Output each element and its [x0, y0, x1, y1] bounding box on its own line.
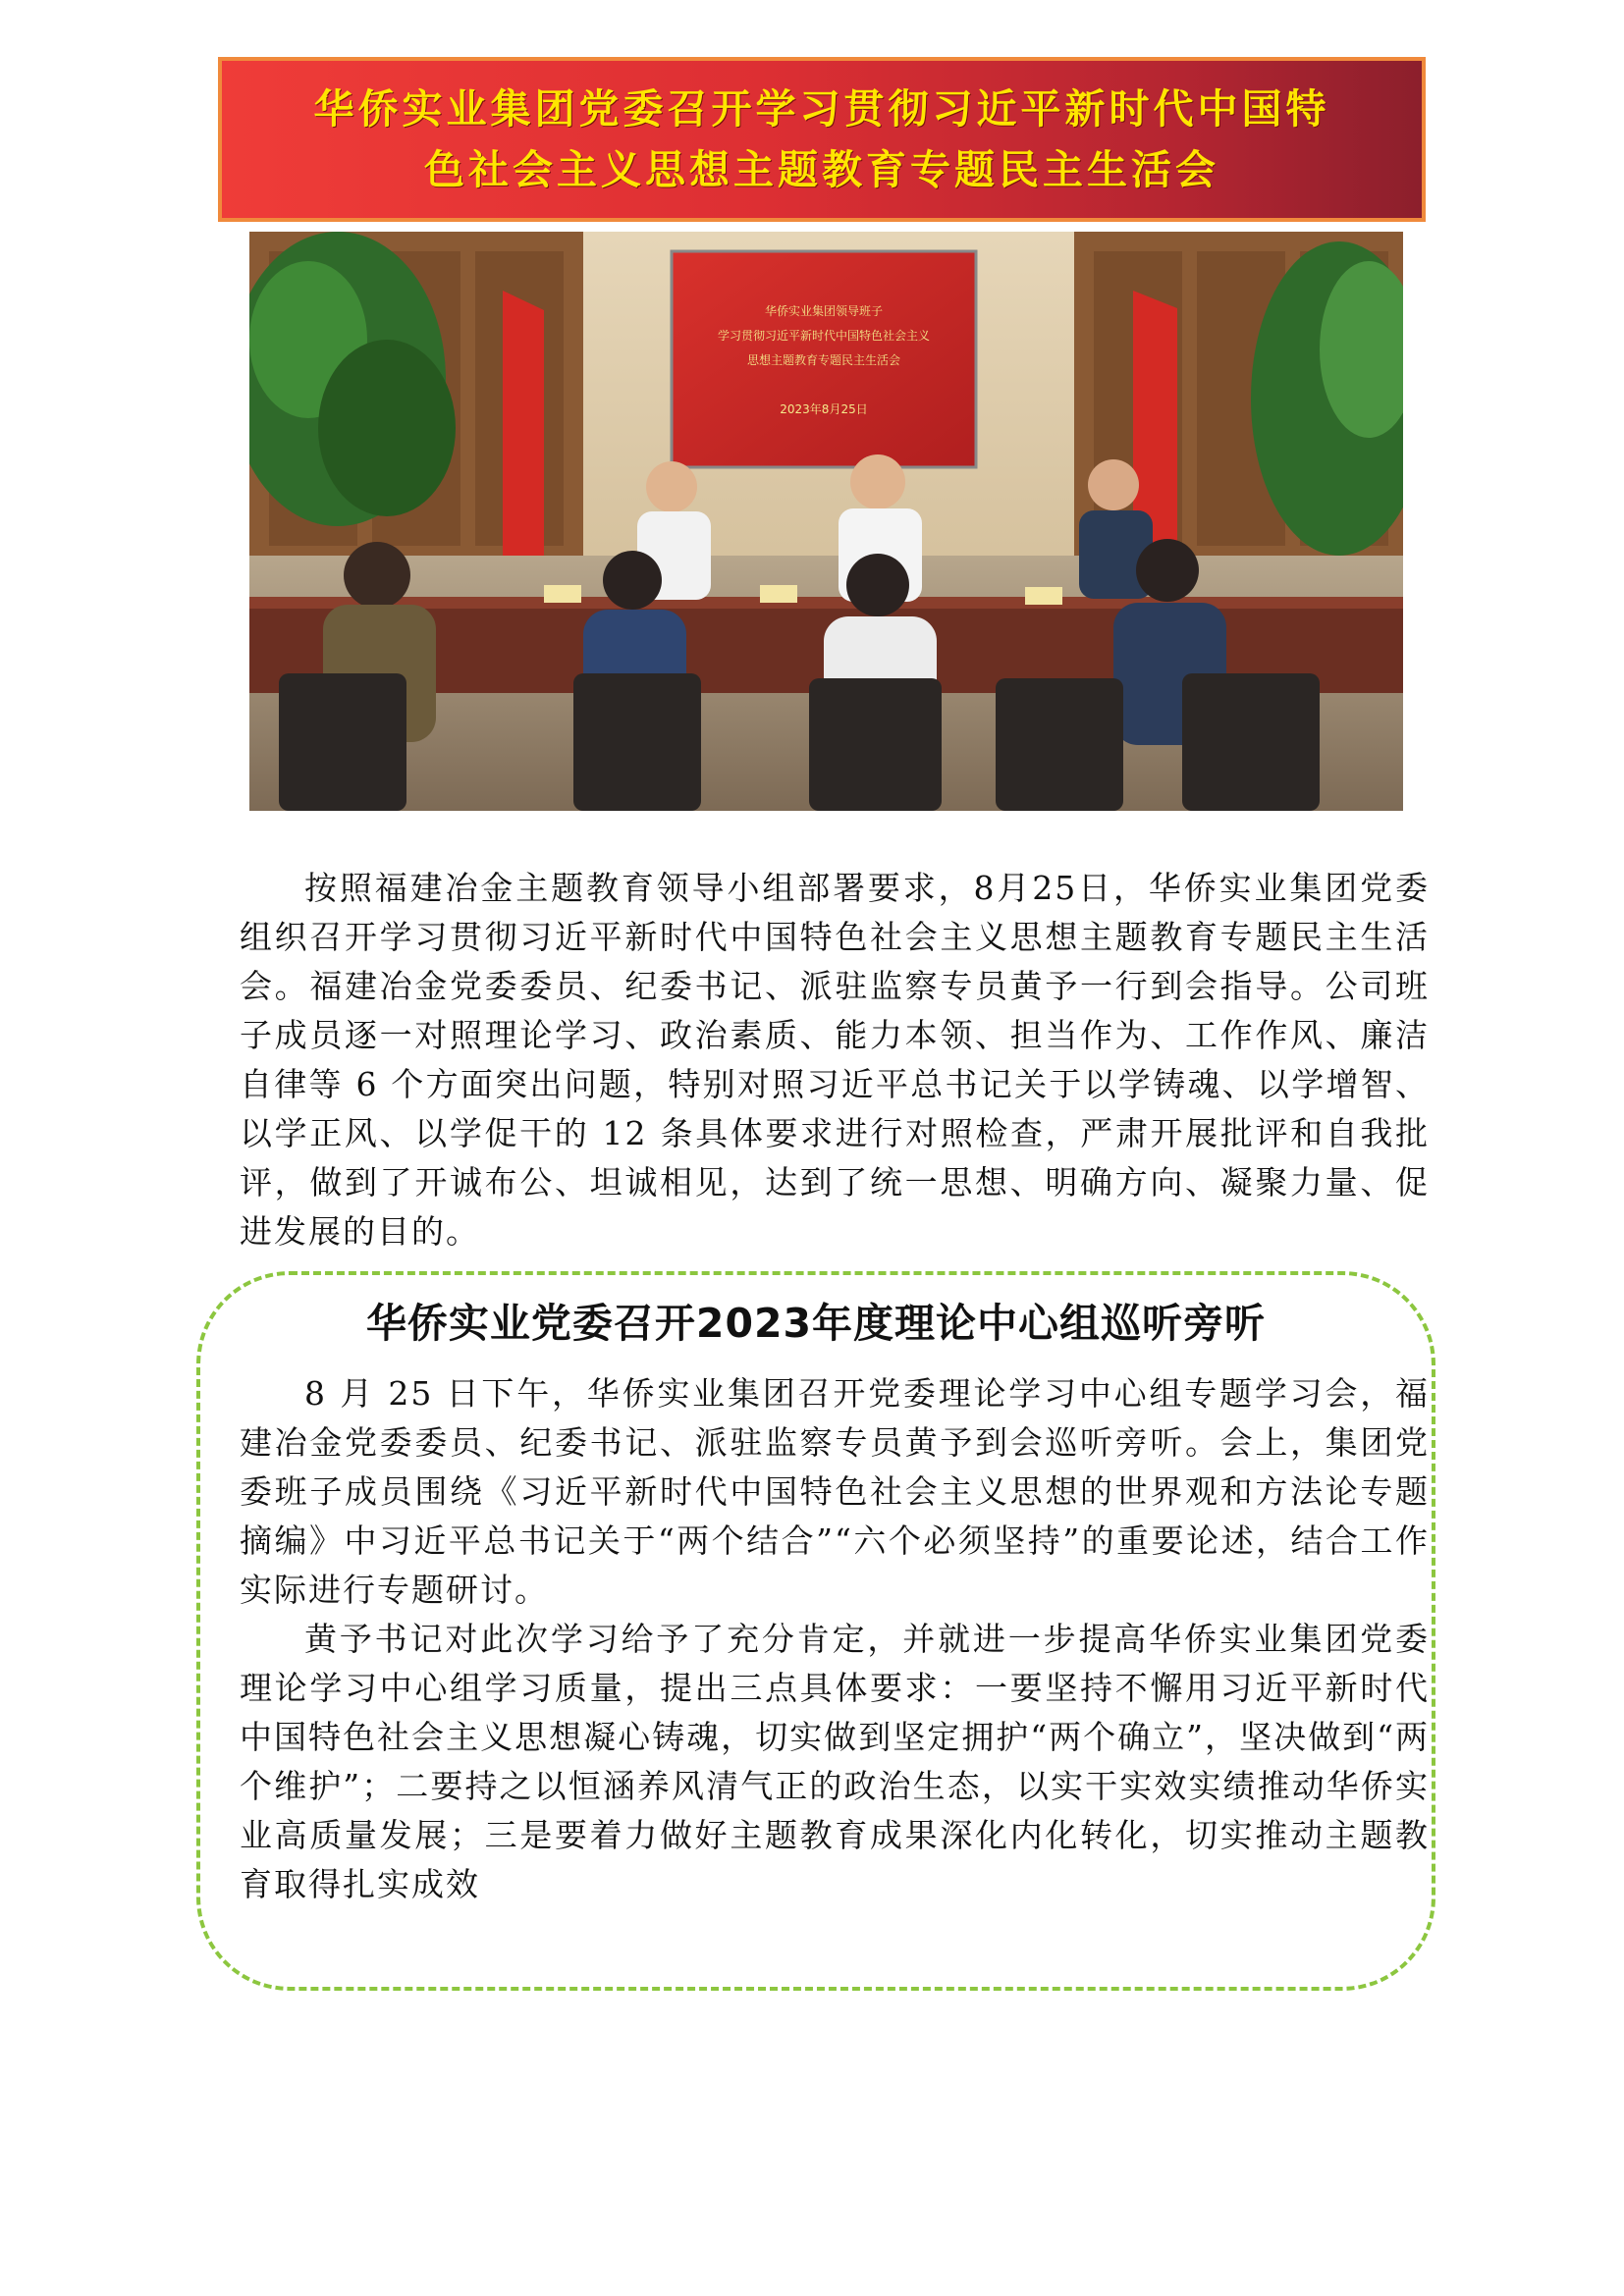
slide-date: 2023年8月25日	[780, 402, 868, 416]
slide-title: 华侨实业集团领导班子	[764, 304, 884, 318]
article-paragraph-1: 按照福建冶金主题教育领导小组部署要求，8月25日，华侨实业集团党委组织召开学习贯彻习近平新时代中国特色社会主义思想主题教育专题民主生活会。福建冶金党委委员、纪委书记、派驻监察专员黄予一行到会指导。公司班子成员逐一对照理论学习、政治素质、能力本领、担当作为、工作作风、廉洁自律等 6 个方面突出问题，特别对照习近平总书记关于以学铸魂、以学增智、以学正风、以学促干的 12 条具体要求进行对照检查，严肃开展批评和自我批评，做到了开诚布公、坦诚相见，达到了统一思想、明确方向、凝聚力量、促进发展的目的。	[240, 869, 1430, 1251]
headline-banner	[218, 57, 1426, 222]
slide-subtitle: 学习贯彻习近平新时代中国特色社会主义	[717, 329, 931, 343]
meeting-scene-image	[249, 232, 1403, 811]
headline-line-1: 华侨实业集团党委召开学习贯彻习近平新时代中国特	[313, 85, 1330, 133]
article-box-paragraph-2: 黄予书记对此次学习给予了充分肯定，并就进一步提高华侨实业集团党委理论学习中心组学习质量，提出三点具体要求：一要坚持不懈用习近平新时代中国特色社会主义思想凝心铸魂，切实做到坚定拥护“两个确立”，坚决做到“两个维护”；二要持之以恒涵养风清气正的政治生态，以实干实效实绩推动华侨实业高质量发展；三是要着力做好主题教育成果深化内化转化，切实推动主题教育取得扎实成效	[240, 1620, 1430, 1903]
slide-subtitle-2: 思想主题教育专题民主生活会	[746, 353, 901, 367]
article-box-title: 华侨实业党委召开2023年度理论中心组巡听旁听	[365, 1300, 1267, 1347]
meeting-photo	[249, 232, 1403, 811]
headline-line-2: 色社会主义思想主题教育专题民主生活会	[424, 146, 1219, 193]
article-box-paragraph-1: 8 月 25 日下午，华侨实业集团召开党委理论学习中心组专题学习会，福建冶金党委委员、纪委书记、派驻监察专员黄予到会巡听旁听。会上，集团党委班子成员围绕《习近平新时代中国特色社会主义思想的世界观和方法论专题摘编》中习近平总书记关于“两个结合”“六个必须坚持”的重要论述，结合工作实际进行专题研讨。	[240, 1374, 1430, 1609]
